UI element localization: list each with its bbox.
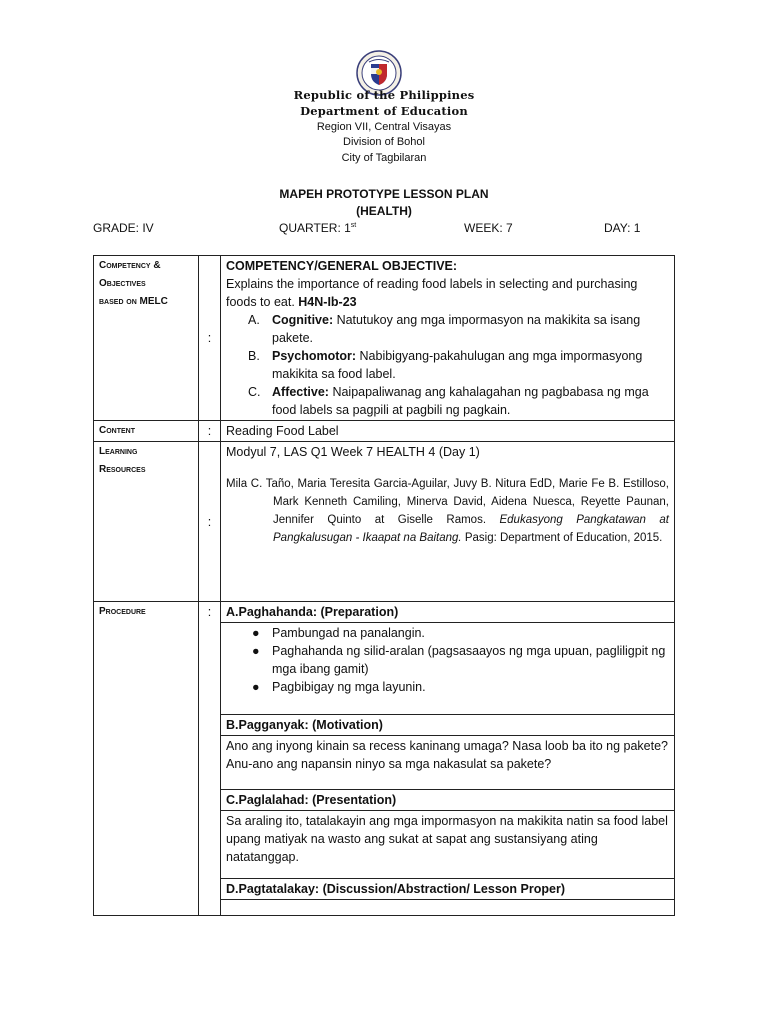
competency-code: H4N-Ib-23 bbox=[298, 295, 357, 309]
preparation-item-text: Paghahanda ng silid-aralan (pagsasaayos ng mga upuan, pagliligpit ng mga ibang gamit) bbox=[272, 644, 666, 676]
quarter-superscript: st bbox=[350, 222, 357, 229]
preparation-content bbox=[221, 623, 675, 715]
competency-heading: COMPETENCY/GENERAL OBJECTIVE: bbox=[226, 259, 458, 273]
competency-colon: : bbox=[199, 256, 221, 421]
objective-marker: B. bbox=[248, 349, 260, 363]
objective-term: Psychomotor: bbox=[272, 349, 357, 363]
resources-module: Modyul 7, LAS Q1 Week 7 HEALTH 4 (Day 1) bbox=[226, 445, 480, 459]
plan-title: MAPEH PROTOTYPE LESSON PLAN bbox=[279, 187, 489, 201]
objective-item bbox=[248, 311, 669, 347]
reference-text bbox=[226, 475, 669, 547]
quarter-field bbox=[279, 221, 356, 235]
plan-subtitle: (HEALTH) bbox=[356, 204, 412, 218]
competency-label-line: based on MELC bbox=[99, 296, 168, 307]
resources-content bbox=[221, 442, 675, 602]
resources-row bbox=[94, 442, 675, 602]
motivation-text: Ano ang inyong kinain sa recess kaninang umaga? Nasa loob ba ito ng pakete? Anu-ano ang napansin ninyo sa mga nakasulat sa pakete? bbox=[221, 736, 675, 790]
objective-item bbox=[248, 383, 669, 419]
objective-term: Affective: bbox=[272, 385, 329, 399]
objective-marker: A. bbox=[248, 313, 260, 327]
day-field: DAY: 1 bbox=[604, 221, 641, 235]
bullet-icon: ● bbox=[252, 680, 260, 694]
discussion-heading: D.Pagtatalakay: (Discussion/Abstraction/ Lesson Proper) bbox=[221, 879, 675, 900]
preparation-item bbox=[252, 624, 669, 642]
preparation-item-text: Pambungad na panalangin. bbox=[272, 626, 425, 640]
reference-book: Edukasyong Pangkatawan at Pangkalusugan - Ikaapat na Baitang. bbox=[273, 514, 669, 544]
procedure-colon: : bbox=[199, 602, 221, 916]
competency-row bbox=[94, 256, 675, 421]
reference-authors: Mila C. Taño, Maria Teresita Garcia-Aguilar, Juvy B. Nitura EdD, Marie Fe B. Estilloso, Mark Kenneth Camiling, Minerva David, Aidena Nuesca, Reyette Paunan, Jennifer Quinto at Giselle Ramos. bbox=[226, 478, 669, 526]
city-line: City of Tagbilaran bbox=[341, 152, 427, 164]
objectives-list bbox=[226, 311, 669, 419]
resources-label bbox=[94, 442, 199, 602]
republic-heading: Republic of the Philippines bbox=[293, 88, 475, 102]
content-label: Content bbox=[94, 421, 199, 442]
content-colon: : bbox=[199, 421, 221, 442]
grade-field: GRADE: IV bbox=[93, 221, 154, 235]
motivation-heading: B.Pagganyak: (Motivation) bbox=[221, 715, 675, 736]
competency-text bbox=[226, 275, 669, 311]
division-line: Division of Bohol bbox=[343, 136, 425, 148]
resources-label-line: Resources bbox=[99, 464, 146, 475]
competency-label bbox=[94, 256, 199, 421]
preparation-list bbox=[226, 624, 669, 696]
objective-term: Cognitive: bbox=[272, 313, 334, 327]
procedure-label: Procedure bbox=[94, 602, 199, 916]
competency-content bbox=[221, 256, 675, 421]
week-field: WEEK: 7 bbox=[464, 221, 513, 235]
resources-colon: : bbox=[199, 442, 221, 602]
discussion-content bbox=[221, 900, 675, 916]
department-heading: Department of Education bbox=[300, 104, 468, 118]
quarter-value: QUARTER: 1 bbox=[279, 221, 351, 235]
lesson-plan-table bbox=[93, 255, 675, 916]
objective-item bbox=[248, 347, 669, 383]
resources-reference bbox=[226, 475, 669, 547]
competency-label-line: Competency & bbox=[99, 260, 161, 271]
preparation-item-text: Pagbibigay ng mga layunin. bbox=[272, 680, 426, 694]
content-value: Reading Food Label bbox=[221, 421, 675, 442]
objective-marker: C. bbox=[248, 385, 261, 399]
competency-label-line: Objectives bbox=[99, 278, 146, 289]
objective-desc: Nabibigyang-pakahulugan ang mga impormasyong makikita sa food label. bbox=[272, 349, 643, 381]
presentation-heading: C.Paglalahad: (Presentation) bbox=[221, 790, 675, 811]
content-row bbox=[94, 421, 675, 442]
preparation-item bbox=[252, 642, 669, 678]
bullet-icon: ● bbox=[252, 626, 260, 640]
resources-label-line: Learning bbox=[99, 446, 138, 457]
preparation-heading: A.Paghahanda: (Preparation) bbox=[221, 602, 675, 623]
presentation-text: Sa araling ito, tatalakayin ang mga impormasyon na makikita natin sa food label upang matiyak na wasto ang sukat at sapat ang sustansiyang ating natatanggap. bbox=[221, 811, 675, 879]
competency-description: Explains the importance of reading food labels in selecting and purchasing foods to eat. bbox=[226, 277, 638, 309]
preparation-item bbox=[252, 678, 669, 696]
objective-desc: Natutukoy ang mga impormasyon na makikita sa isang pakete. bbox=[272, 313, 641, 345]
region-line: Region VII, Central Visayas bbox=[316, 121, 452, 133]
objective-desc: Naipapaliwanag ang kahalagahan ng pagbabasa ng mga food labels sa pagpili at pagbili ng pagkain. bbox=[272, 385, 649, 417]
bullet-icon: ● bbox=[252, 644, 260, 658]
procedure-row-a-head bbox=[94, 602, 675, 623]
reference-publisher: Pasig: Department of Education, 2015. bbox=[461, 532, 663, 544]
